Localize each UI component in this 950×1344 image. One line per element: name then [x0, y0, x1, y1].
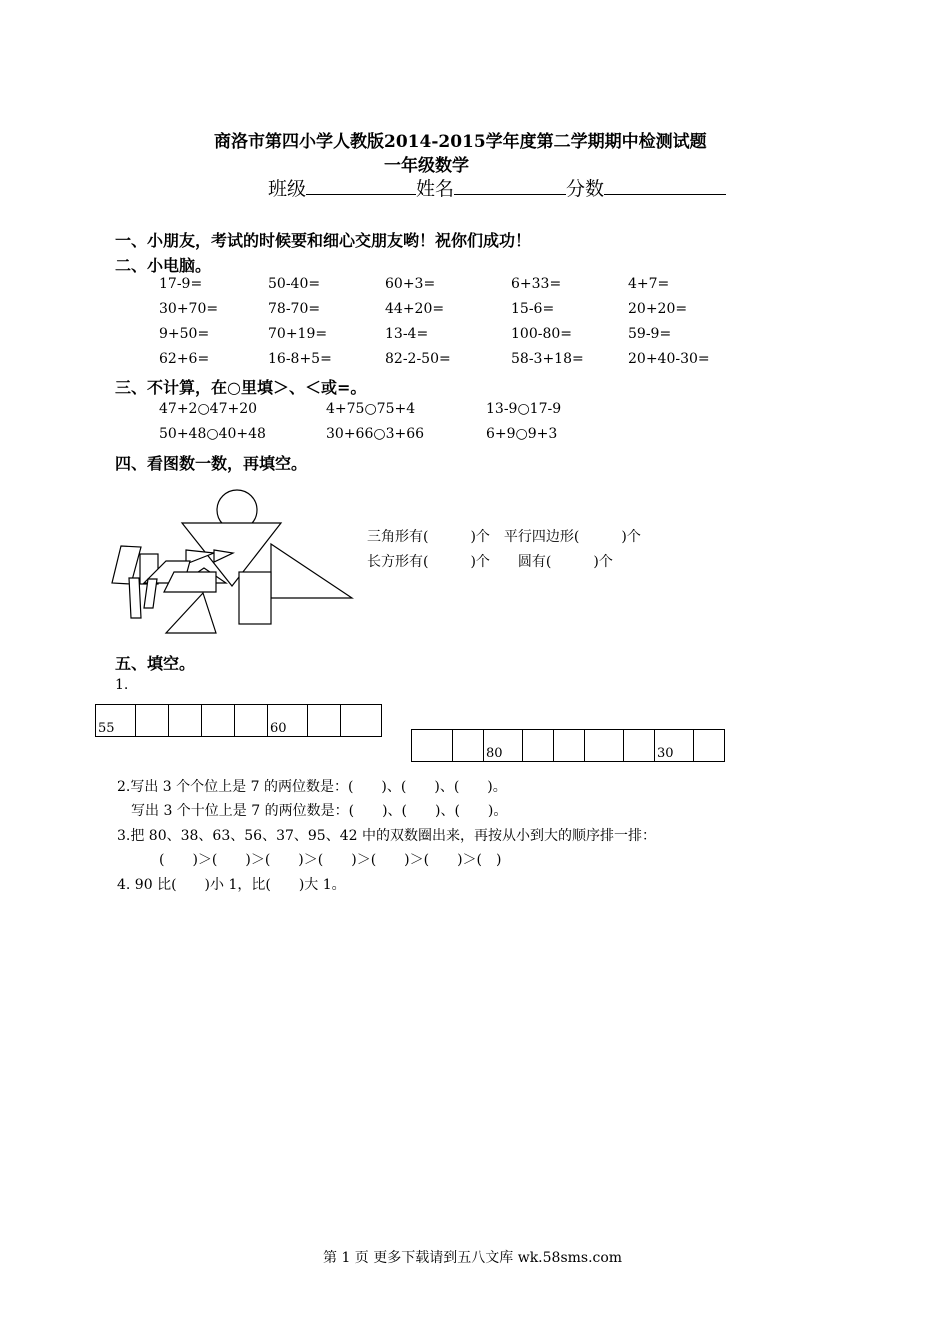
calc-item: 58-3+18=	[511, 351, 584, 367]
shape-question-2: 长方形有( )个 圆有( )个	[367, 554, 613, 570]
rectangle-shape	[239, 572, 271, 624]
question-1-label: 1.	[115, 677, 129, 693]
score-label: 分数	[566, 178, 605, 200]
number-cell[interactable]	[169, 705, 202, 737]
score-blank[interactable]	[604, 176, 726, 195]
number-cell[interactable]	[523, 730, 554, 762]
number-cell[interactable]: 55	[96, 705, 136, 737]
number-cell[interactable]	[412, 730, 453, 762]
number-cell[interactable]	[694, 730, 725, 762]
calc-item: 20+20=	[628, 301, 688, 317]
number-row-1	[95, 704, 382, 737]
class-label: 班级	[268, 178, 307, 200]
number-cell[interactable]: 30	[655, 730, 694, 762]
compare-item[interactable]: 6+9○9+3	[486, 426, 558, 442]
section-2-heading: 二、小电脑。	[115, 256, 212, 275]
section-1-heading: 一、小朋友，考试的时候要和细心交朋友哟！祝你们成功！	[115, 231, 532, 250]
calc-item: 9+50=	[159, 326, 210, 342]
calc-item: 70+19=	[268, 326, 328, 342]
number-cell[interactable]: 60	[268, 705, 308, 737]
number-cell[interactable]	[202, 705, 235, 737]
calc-item: 50-40=	[268, 276, 321, 292]
section-4-heading: 四、看图数一数，再填空。	[115, 454, 308, 473]
compare-item[interactable]: 30+66○3+66	[326, 426, 425, 442]
number-cell[interactable]	[624, 730, 655, 762]
calc-item: 20+40-30=	[628, 351, 710, 367]
calc-item: 59-9=	[628, 326, 672, 342]
small-rectangle-shape	[129, 578, 141, 618]
number-cell[interactable]	[308, 705, 341, 737]
calc-item: 82-2-50=	[385, 351, 451, 367]
calc-item: 100-80=	[511, 326, 572, 342]
question-2a: 2.写出 3 个个位上是 7 的两位数是：( )、( )、( )。	[117, 779, 507, 795]
section-3-heading: 三、不计算，在○里填＞、＜或=。	[115, 378, 367, 397]
compare-item[interactable]: 47+2○47+20	[159, 401, 258, 417]
right-triangle-shape	[271, 544, 352, 598]
shapes-figure	[104, 488, 356, 638]
question-2b: 写出 3 个十位上是 7 的两位数是：( )、( )、( )。	[131, 803, 508, 819]
page-subtitle: 一年级数学	[384, 156, 469, 176]
compare-item[interactable]: 4+75○75+4	[326, 401, 416, 417]
name-label: 姓名	[416, 178, 455, 200]
compare-item[interactable]: 50+48○40+48	[159, 426, 266, 442]
number-row-2	[411, 729, 725, 762]
calc-item: 30+70=	[159, 301, 219, 317]
question-3: 3.把 80、38、63、56、37、95、42 中的双数圈出来，再按从小到大的顺序排一排：	[117, 828, 656, 844]
calc-item: 6+33=	[511, 276, 562, 292]
number-cell[interactable]	[453, 730, 484, 762]
calc-item: 4+7=	[628, 276, 670, 292]
calc-item: 17-9=	[159, 276, 203, 292]
number-cell[interactable]	[136, 705, 169, 737]
question-3-chain: ( )＞( )＞( )＞( )＞( )＞( )＞( )	[159, 852, 502, 868]
calc-item: 15-6=	[511, 301, 555, 317]
page-footer: 第 1 页 更多下载请到五八文库 wk.58sms.com	[323, 1250, 623, 1266]
calc-item: 60+3=	[385, 276, 436, 292]
page-title: 商洛市第四小学人教版2014-2015学年度第二学期期中检测试题	[214, 132, 707, 152]
calc-item: 44+20=	[385, 301, 445, 317]
calc-item: 78-70=	[268, 301, 321, 317]
calc-item: 62+6=	[159, 351, 210, 367]
number-cell[interactable]	[554, 730, 585, 762]
compare-item[interactable]: 13-9○17-9	[486, 401, 562, 417]
bottom-triangle-shape	[166, 593, 216, 633]
calc-item: 16-8+5=	[268, 351, 332, 367]
name-blank[interactable]	[454, 176, 566, 195]
number-cell[interactable]	[235, 705, 268, 737]
calc-item: 13-4=	[385, 326, 429, 342]
shape-question-1: 三角形有( )个 平行四边形( )个	[367, 529, 641, 545]
number-cell[interactable]	[341, 705, 382, 737]
section-5-heading: 五、填空。	[115, 654, 196, 673]
number-cell[interactable]: 80	[484, 730, 523, 762]
class-blank[interactable]	[306, 176, 416, 195]
number-cell[interactable]	[585, 730, 624, 762]
question-4: 4. 90 比( )小 1，比( )大 1。	[117, 877, 346, 893]
header-fields	[268, 174, 726, 201]
